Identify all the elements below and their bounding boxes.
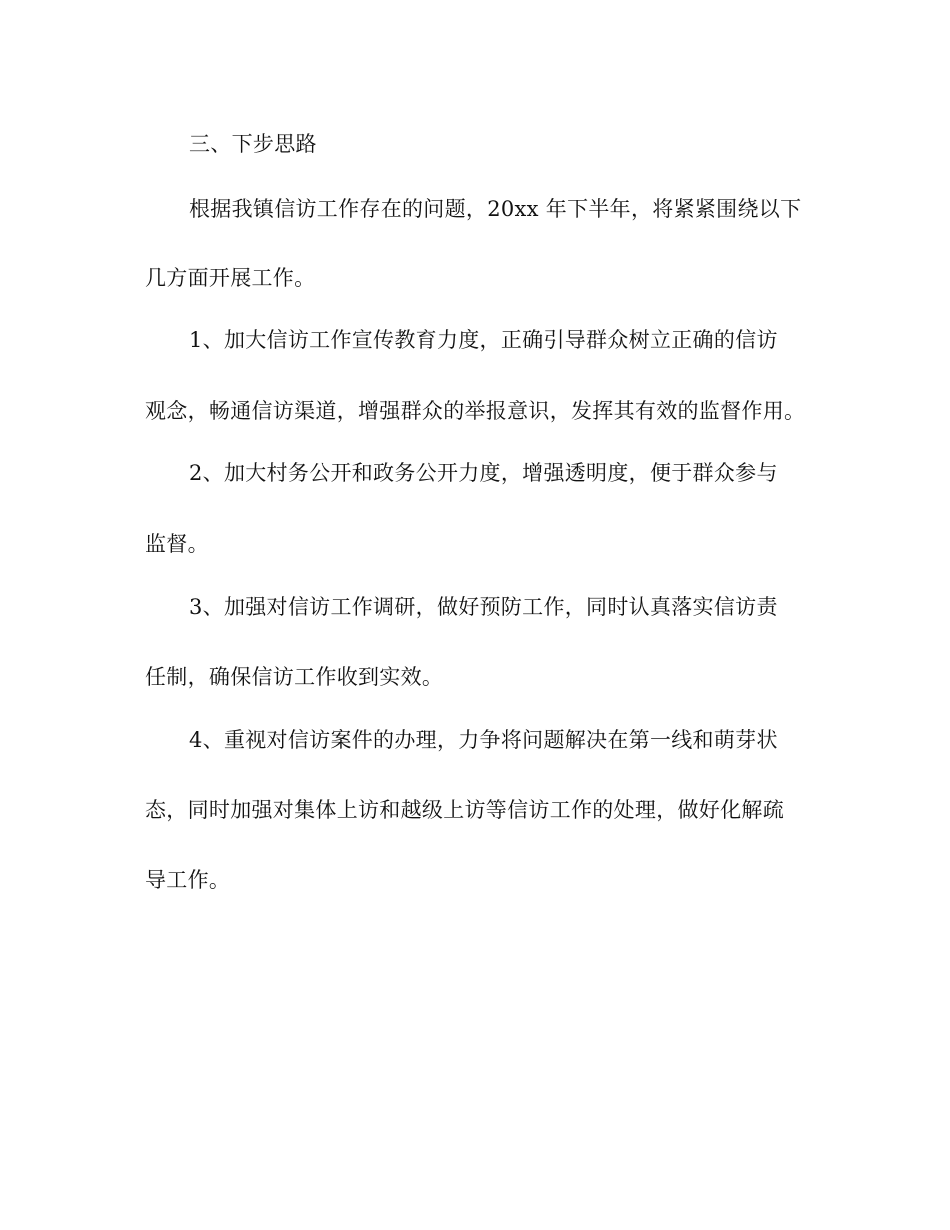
paragraph-line: 3、加强对信访工作调研，做好预防工作，同时认真落实信访责 [189,595,778,619]
paragraph-line: 导工作。 [145,868,231,892]
paragraph-line: 几方面开展工作。 [145,266,316,290]
paragraph-line: 观念，畅通信访渠道，增强群众的举报意识，发挥其有效的监督作用。 [145,399,806,423]
section-heading: 三、下步思路 [189,132,317,156]
paragraph-line: 1、加大信访工作宣传教育力度，正确引导群众树立正确的信访 [189,328,778,352]
paragraph-line: 根据我镇信访工作存在的问题，20xx 年下半年，将紧紧围绕以下 [189,197,802,221]
paragraph-line: 态，同时加强对集体上访和越级上访等信访工作的处理，做好化解疏 [145,798,784,822]
paragraph-line: 4、重视对信访案件的办理，力争将问题解决在第一线和萌芽状 [189,728,778,752]
paragraph-line: 2、加大村务公开和政务公开力度，增强透明度，便于群众参与 [189,461,778,485]
paragraph-line: 任制，确保信访工作收到实效。 [145,665,444,689]
paragraph-line: 监督。 [145,532,209,556]
